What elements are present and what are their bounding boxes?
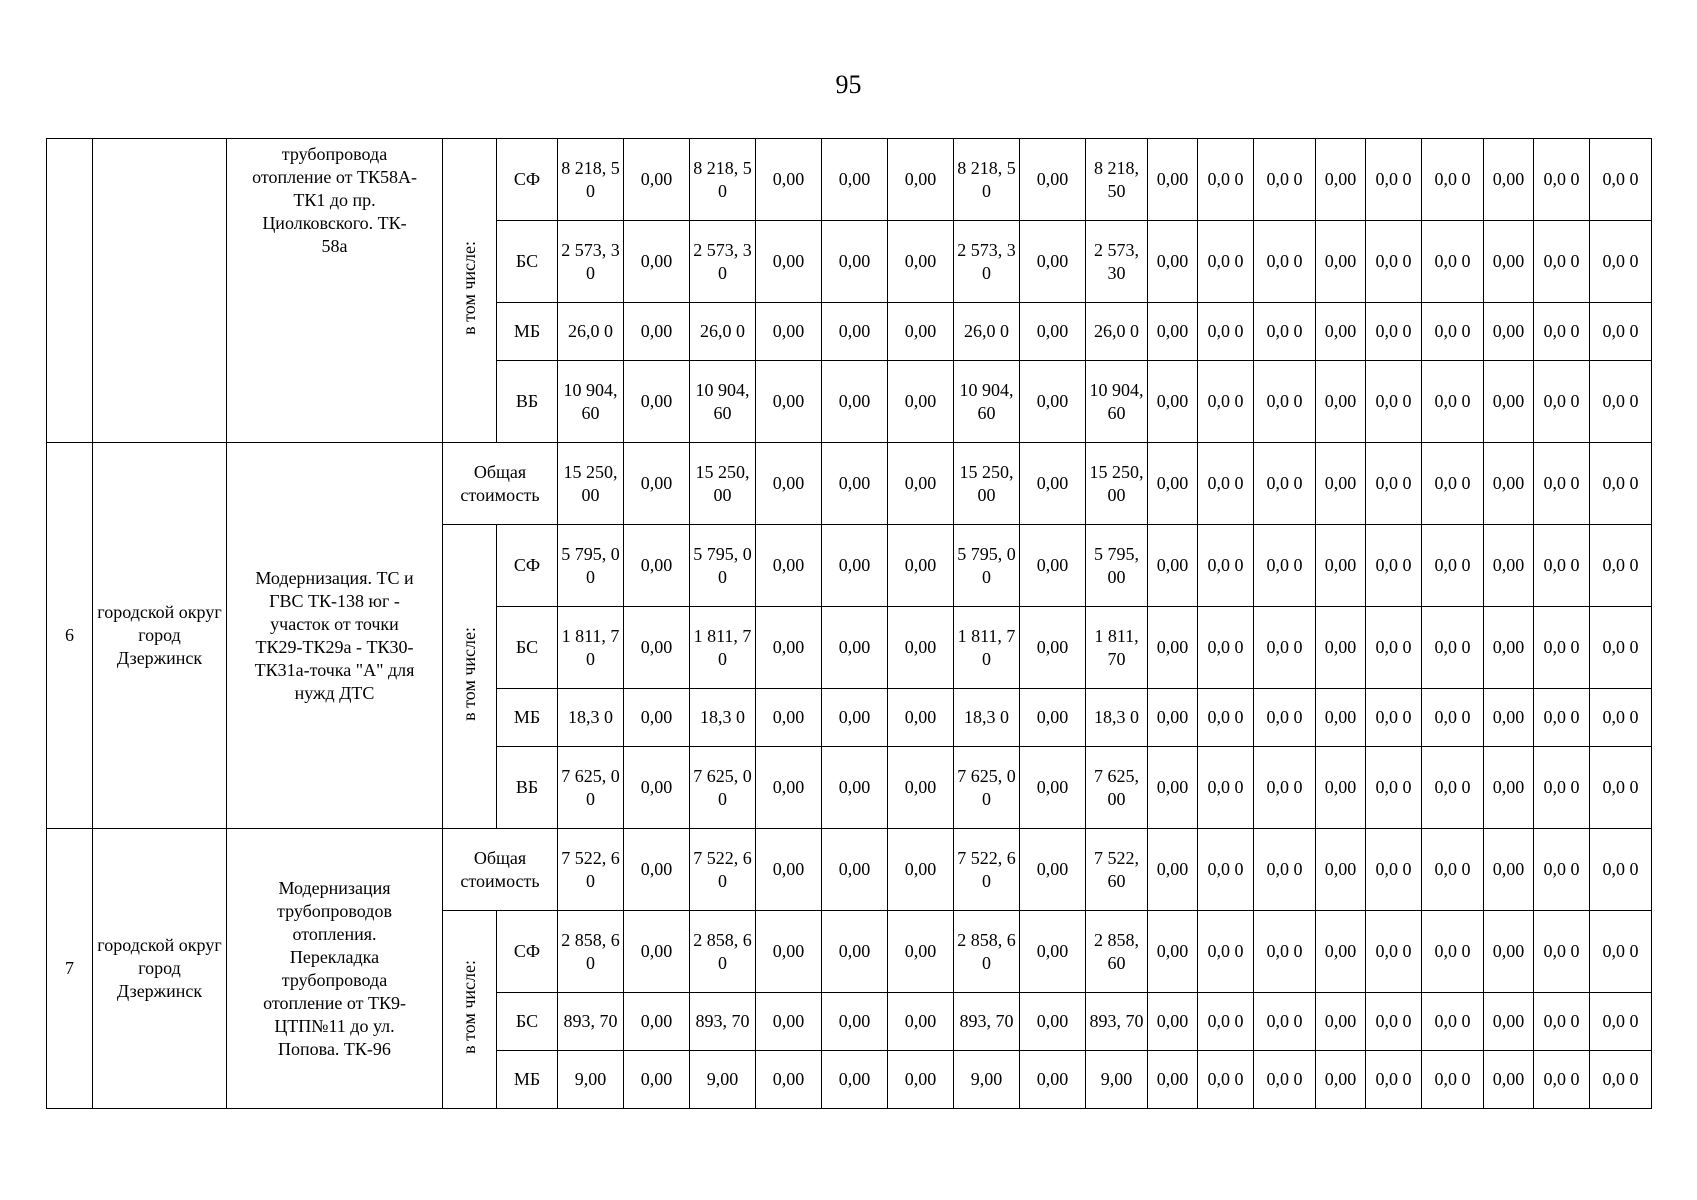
- value-cell: 9,00: [1086, 1051, 1148, 1109]
- value-cell: 2 573, 30: [954, 221, 1020, 303]
- value-cell: 0,00: [822, 689, 888, 747]
- value-cell: 18,3 0: [954, 689, 1020, 747]
- value-cell: 0,0 0: [1254, 689, 1316, 747]
- value-cell: 0,0 0: [1366, 911, 1422, 993]
- value-cell: 0,00: [1148, 221, 1198, 303]
- value-cell: 5 795, 00: [1086, 525, 1148, 607]
- value-cell: 0,00: [822, 1051, 888, 1109]
- value-cell: 0,00: [624, 361, 690, 443]
- value-cell: 0,00: [1484, 993, 1534, 1051]
- value-cell: 0,0 0: [1366, 993, 1422, 1051]
- value-cell: 15 250, 00: [954, 443, 1020, 525]
- value-cell: 0,00: [1484, 303, 1534, 361]
- funding-source-cell: МБ: [497, 1051, 558, 1109]
- value-cell: 10 904, 60: [558, 361, 624, 443]
- funding-source-cell: СФ: [497, 139, 558, 221]
- value-cell: 0,0 0: [1198, 911, 1254, 993]
- total-cost-label: Общая стоимость: [443, 443, 558, 525]
- value-cell: 8 218, 50: [1086, 139, 1148, 221]
- value-cell: 893, 70: [690, 993, 756, 1051]
- value-cell: 0,0 0: [1422, 361, 1484, 443]
- value-cell: 0,0 0: [1198, 525, 1254, 607]
- value-cell: 8 218, 50: [690, 139, 756, 221]
- value-cell: 0,0 0: [1534, 689, 1590, 747]
- project-name-line: трубопровода: [281, 969, 388, 990]
- value-cell: 0,0 0: [1254, 443, 1316, 525]
- value-cell: 0,00: [822, 303, 888, 361]
- value-cell: 0,0 0: [1198, 221, 1254, 303]
- value-cell: 0,0 0: [1254, 139, 1316, 221]
- value-cell: 0,00: [1020, 139, 1086, 221]
- value-cell: 0,0 0: [1254, 911, 1316, 993]
- value-cell: 0,00: [822, 443, 888, 525]
- value-cell: 0,00: [1148, 993, 1198, 1051]
- project-name-line: отопление от ТК58А-: [252, 167, 417, 187]
- value-cell: 0,0 0: [1366, 443, 1422, 525]
- value-cell: 0,0 0: [1254, 525, 1316, 607]
- value-cell: 0,0 0: [1590, 361, 1652, 443]
- value-cell: 0,00: [1148, 747, 1198, 829]
- value-cell: 0,00: [1020, 689, 1086, 747]
- value-cell: 0,0 0: [1422, 829, 1484, 911]
- value-cell: 893, 70: [954, 993, 1020, 1051]
- value-cell: 0,00: [1484, 443, 1534, 525]
- value-cell: 0,00: [756, 607, 822, 689]
- value-cell: 0,00: [624, 607, 690, 689]
- value-cell: 7 625, 00: [1086, 747, 1148, 829]
- project-name-line: Перекладка: [289, 946, 380, 967]
- value-cell: 0,00: [624, 993, 690, 1051]
- value-cell: 0,00: [1020, 1051, 1086, 1109]
- value-cell: 8 218, 50: [954, 139, 1020, 221]
- value-cell: 0,0 0: [1534, 139, 1590, 221]
- value-cell: 0,00: [822, 361, 888, 443]
- value-cell: 0,0 0: [1198, 689, 1254, 747]
- value-cell: 0,00: [1484, 221, 1534, 303]
- value-cell: 0,00: [888, 525, 954, 607]
- total-cost-label: Общая стоимость: [443, 829, 558, 911]
- value-cell: 0,00: [1316, 689, 1366, 747]
- value-cell: 0,00: [1020, 747, 1086, 829]
- value-cell: 0,00: [624, 689, 690, 747]
- value-cell: 0,0 0: [1422, 689, 1484, 747]
- value-cell: 0,00: [888, 993, 954, 1051]
- value-cell: 7 522, 60: [954, 829, 1020, 911]
- value-cell: 0,00: [1316, 911, 1366, 993]
- value-cell: 0,00: [1316, 303, 1366, 361]
- value-cell: 0,0 0: [1366, 139, 1422, 221]
- value-cell: 0,0 0: [1422, 993, 1484, 1051]
- project-name-line: отопление от ТК9-: [263, 992, 406, 1013]
- value-cell: 0,00: [1020, 525, 1086, 607]
- value-cell: 15 250, 00: [1086, 443, 1148, 525]
- project-name-line: ТК29-ТК29а - ТК30-: [255, 636, 414, 657]
- value-cell: 0,00: [1148, 443, 1198, 525]
- value-cell: 26,0 0: [1086, 303, 1148, 361]
- value-cell: 2 858, 60: [954, 911, 1020, 993]
- project-name-line: 58а: [321, 236, 348, 256]
- value-cell: 0,00: [1148, 689, 1198, 747]
- value-cell: 0,0 0: [1366, 607, 1422, 689]
- value-cell: 0,0 0: [1534, 747, 1590, 829]
- value-cell: 0,00: [1484, 607, 1534, 689]
- value-cell: 0,00: [1484, 1051, 1534, 1109]
- funding-source-cell: МБ: [497, 303, 558, 361]
- value-cell: 0,00: [624, 747, 690, 829]
- value-cell: 0,0 0: [1534, 221, 1590, 303]
- value-cell: 0,0 0: [1366, 747, 1422, 829]
- value-cell: 0,0 0: [1422, 139, 1484, 221]
- in-that-number-label: [443, 525, 497, 829]
- value-cell: 0,00: [1484, 829, 1534, 911]
- project-name-line: Циолковского. ТК-: [262, 213, 407, 233]
- value-cell: 0,0 0: [1198, 443, 1254, 525]
- table-row: [47, 829, 1652, 911]
- project-name-line: трубопровода: [281, 144, 388, 164]
- table-row: [47, 443, 1652, 525]
- value-cell: 1 811, 70: [954, 607, 1020, 689]
- project-name-line: Модернизация: [278, 877, 391, 898]
- row-index-cell: 7: [47, 829, 93, 1109]
- value-cell: 0,00: [1484, 139, 1534, 221]
- value-cell: 0,00: [1020, 993, 1086, 1051]
- value-cell: 0,0 0: [1198, 303, 1254, 361]
- value-cell: 0,00: [1020, 361, 1086, 443]
- value-cell: 0,0 0: [1534, 361, 1590, 443]
- value-cell: 0,00: [624, 139, 690, 221]
- value-cell: 0,00: [624, 525, 690, 607]
- value-cell: 0,00: [1148, 303, 1198, 361]
- value-cell: 18,3 0: [690, 689, 756, 747]
- value-cell: 0,0 0: [1422, 1051, 1484, 1109]
- value-cell: 2 573, 30: [558, 221, 624, 303]
- value-cell: 0,00: [1316, 1051, 1366, 1109]
- value-cell: 0,00: [888, 303, 954, 361]
- project-name-line: ГВС ТК-138 юг -: [269, 590, 400, 611]
- value-cell: 0,00: [1316, 361, 1366, 443]
- value-cell: 0,00: [1316, 607, 1366, 689]
- value-cell: 0,00: [1148, 829, 1198, 911]
- project-name-line: ЦТП№11 до ул.: [274, 1015, 395, 1036]
- value-cell: 0,00: [888, 443, 954, 525]
- value-cell: 0,00: [888, 139, 954, 221]
- value-cell: 9,00: [954, 1051, 1020, 1109]
- value-cell: 0,00: [1316, 525, 1366, 607]
- value-cell: 0,0 0: [1198, 607, 1254, 689]
- value-cell: 0,00: [888, 361, 954, 443]
- value-cell: 0,0 0: [1534, 993, 1590, 1051]
- value-cell: 0,0 0: [1590, 993, 1652, 1051]
- value-cell: 0,00: [756, 525, 822, 607]
- value-cell: 2 573, 30: [690, 221, 756, 303]
- project-name-line: отопления.: [292, 923, 377, 944]
- value-cell: 0,00: [1316, 139, 1366, 221]
- value-cell: 7 522, 60: [690, 829, 756, 911]
- value-cell: 0,0 0: [1534, 443, 1590, 525]
- value-cell: 0,0 0: [1590, 747, 1652, 829]
- value-cell: 0,0 0: [1254, 607, 1316, 689]
- value-cell: 0,00: [624, 911, 690, 993]
- value-cell: 9,00: [690, 1051, 756, 1109]
- municipality-cell: городской округ город Дзержинск: [93, 829, 227, 1109]
- funding-source-cell: МБ: [497, 689, 558, 747]
- page-number: 95: [835, 70, 862, 99]
- project-name-line: нужд ДТС: [294, 682, 375, 703]
- value-cell: 0,00: [756, 689, 822, 747]
- value-cell: 0,0 0: [1534, 303, 1590, 361]
- value-cell: 0,0 0: [1590, 303, 1652, 361]
- value-cell: 5 795, 00: [558, 525, 624, 607]
- value-cell: 0,00: [822, 993, 888, 1051]
- value-cell: 0,00: [624, 303, 690, 361]
- value-cell: 0,0 0: [1254, 829, 1316, 911]
- value-cell: 0,00: [1148, 607, 1198, 689]
- value-cell: 2 858, 60: [690, 911, 756, 993]
- funding-source-cell: БС: [497, 993, 558, 1051]
- value-cell: 0,0 0: [1198, 829, 1254, 911]
- value-cell: 0,0 0: [1366, 829, 1422, 911]
- value-cell: 0,00: [624, 443, 690, 525]
- value-cell: 0,0 0: [1254, 993, 1316, 1051]
- value-cell: 0,0 0: [1590, 221, 1652, 303]
- project-name-line: ТК1 до пр.: [293, 190, 376, 210]
- value-cell: 0,0 0: [1590, 1051, 1652, 1109]
- value-cell: 0,0 0: [1534, 607, 1590, 689]
- value-cell: 0,00: [822, 607, 888, 689]
- project-name-line: участок от точки: [270, 613, 399, 634]
- value-cell: 15 250, 00: [558, 443, 624, 525]
- row-index-cell: [47, 139, 93, 443]
- value-cell: 0,0 0: [1198, 1051, 1254, 1109]
- value-cell: 0,00: [1148, 139, 1198, 221]
- value-cell: 0,00: [1020, 829, 1086, 911]
- value-cell: 0,00: [1148, 525, 1198, 607]
- value-cell: 0,00: [1148, 1051, 1198, 1109]
- value-cell: 0,00: [1316, 221, 1366, 303]
- value-cell: 0,00: [1020, 443, 1086, 525]
- value-cell: 26,0 0: [954, 303, 1020, 361]
- value-cell: 0,00: [1020, 221, 1086, 303]
- value-cell: 1 811, 70: [690, 607, 756, 689]
- value-cell: 0,00: [822, 221, 888, 303]
- value-cell: 2 573, 30: [1086, 221, 1148, 303]
- value-cell: 26,0 0: [690, 303, 756, 361]
- value-cell: 0,0 0: [1366, 221, 1422, 303]
- value-cell: 0,0 0: [1422, 747, 1484, 829]
- value-cell: 0,0 0: [1534, 525, 1590, 607]
- value-cell: 0,00: [756, 829, 822, 911]
- project-name-line: Модернизация. ТС и: [255, 567, 414, 588]
- value-cell: 0,0 0: [1422, 443, 1484, 525]
- project-name-line: ТК31а-точка "А" для: [254, 659, 415, 680]
- value-cell: 0,00: [1316, 443, 1366, 525]
- value-cell: 0,0 0: [1366, 361, 1422, 443]
- value-cell: 0,00: [756, 303, 822, 361]
- value-cell: 0,0 0: [1254, 361, 1316, 443]
- value-cell: 0,0 0: [1422, 303, 1484, 361]
- value-cell: 0,00: [756, 361, 822, 443]
- value-cell: 0,00: [1020, 911, 1086, 993]
- value-cell: 0,0 0: [1590, 443, 1652, 525]
- value-cell: 0,00: [1316, 993, 1366, 1051]
- value-cell: 0,00: [1484, 689, 1534, 747]
- value-cell: 7 625, 00: [558, 747, 624, 829]
- value-cell: 0,00: [624, 1051, 690, 1109]
- value-cell: 0,0 0: [1590, 689, 1652, 747]
- in-that-number-text: в том числе:: [459, 240, 479, 335]
- value-cell: 0,00: [822, 747, 888, 829]
- value-cell: 0,0 0: [1422, 525, 1484, 607]
- project-name-cell: [227, 139, 443, 443]
- value-cell: 7 625, 00: [954, 747, 1020, 829]
- value-cell: 7 522, 60: [558, 829, 624, 911]
- value-cell: 0,00: [1020, 607, 1086, 689]
- value-cell: 0,0 0: [1198, 747, 1254, 829]
- value-cell: 0,00: [1484, 525, 1534, 607]
- value-cell: 0,00: [756, 443, 822, 525]
- value-cell: 0,00: [1148, 911, 1198, 993]
- value-cell: 0,0 0: [1198, 993, 1254, 1051]
- budget-table: [46, 138, 1652, 1109]
- value-cell: 0,00: [756, 911, 822, 993]
- project-name-line: трубопроводов: [277, 900, 392, 921]
- value-cell: 0,00: [888, 689, 954, 747]
- value-cell: 0,00: [756, 993, 822, 1051]
- project-name-line: Попова. ТК-96: [278, 1038, 391, 1059]
- value-cell: 0,00: [888, 829, 954, 911]
- value-cell: 0,00: [1316, 829, 1366, 911]
- value-cell: 0,0 0: [1366, 525, 1422, 607]
- value-cell: 0,00: [822, 525, 888, 607]
- value-cell: 0,00: [756, 221, 822, 303]
- value-cell: 0,0 0: [1590, 525, 1652, 607]
- value-cell: 0,0 0: [1534, 911, 1590, 993]
- in-that-number-label: [443, 139, 497, 443]
- value-cell: 0,00: [822, 911, 888, 993]
- value-cell: 0,00: [888, 221, 954, 303]
- value-cell: 0,00: [756, 139, 822, 221]
- value-cell: 0,00: [1316, 747, 1366, 829]
- in-that-number-text: в том числе:: [459, 626, 479, 721]
- value-cell: 0,00: [888, 747, 954, 829]
- funding-source-cell: СФ: [497, 525, 558, 607]
- value-cell: 2 858, 60: [558, 911, 624, 993]
- funding-source-cell: ВБ: [497, 361, 558, 443]
- value-cell: 0,00: [624, 221, 690, 303]
- value-cell: 18,3 0: [558, 689, 624, 747]
- value-cell: 0,0 0: [1198, 361, 1254, 443]
- municipality-cell: [93, 139, 227, 443]
- municipality-cell: городской округ город Дзержинск: [93, 443, 227, 829]
- value-cell: 0,0 0: [1590, 829, 1652, 911]
- value-cell: 7 625, 00: [690, 747, 756, 829]
- value-cell: 0,00: [756, 1051, 822, 1109]
- value-cell: 0,00: [1148, 361, 1198, 443]
- value-cell: 0,0 0: [1590, 607, 1652, 689]
- value-cell: 0,00: [822, 829, 888, 911]
- value-cell: 0,0 0: [1590, 911, 1652, 993]
- value-cell: 0,00: [888, 1051, 954, 1109]
- value-cell: 2 858, 60: [1086, 911, 1148, 993]
- value-cell: 0,00: [1484, 911, 1534, 993]
- value-cell: 9,00: [558, 1051, 624, 1109]
- funding-source-cell: СФ: [497, 911, 558, 993]
- project-name-cell: [227, 829, 443, 1109]
- value-cell: 0,0 0: [1534, 1051, 1590, 1109]
- value-cell: 5 795, 00: [954, 525, 1020, 607]
- value-cell: 8 218, 50: [558, 139, 624, 221]
- table-row: [47, 139, 1652, 221]
- value-cell: 0,0 0: [1422, 911, 1484, 993]
- value-cell: 0,0 0: [1366, 689, 1422, 747]
- value-cell: 7 522, 60: [1086, 829, 1148, 911]
- value-cell: 0,0 0: [1590, 139, 1652, 221]
- value-cell: 0,0 0: [1254, 303, 1316, 361]
- value-cell: 0,00: [822, 139, 888, 221]
- value-cell: 0,00: [1020, 303, 1086, 361]
- value-cell: 15 250, 00: [690, 443, 756, 525]
- value-cell: 0,00: [888, 911, 954, 993]
- value-cell: 893, 70: [1086, 993, 1148, 1051]
- funding-source-cell: БС: [497, 221, 558, 303]
- row-index-cell: 6: [47, 443, 93, 829]
- value-cell: 1 811, 70: [1086, 607, 1148, 689]
- value-cell: 0,00: [1484, 361, 1534, 443]
- value-cell: 0,0 0: [1254, 221, 1316, 303]
- value-cell: 0,00: [756, 747, 822, 829]
- in-that-number-text: в том числе:: [459, 959, 479, 1054]
- value-cell: 0,0 0: [1254, 747, 1316, 829]
- value-cell: 0,0 0: [1254, 1051, 1316, 1109]
- funding-source-cell: ВБ: [497, 747, 558, 829]
- value-cell: 1 811, 70: [558, 607, 624, 689]
- value-cell: 5 795, 00: [690, 525, 756, 607]
- value-cell: 10 904, 60: [954, 361, 1020, 443]
- value-cell: 893, 70: [558, 993, 624, 1051]
- value-cell: 10 904, 60: [1086, 361, 1148, 443]
- value-cell: 0,0 0: [1366, 303, 1422, 361]
- project-name-cell: [227, 443, 443, 829]
- value-cell: 10 904, 60: [690, 361, 756, 443]
- value-cell: 0,0 0: [1422, 607, 1484, 689]
- value-cell: 0,00: [624, 829, 690, 911]
- value-cell: 0,0 0: [1366, 1051, 1422, 1109]
- value-cell: 0,00: [888, 607, 954, 689]
- funding-source-cell: БС: [497, 607, 558, 689]
- value-cell: 26,0 0: [558, 303, 624, 361]
- value-cell: 0,0 0: [1422, 221, 1484, 303]
- value-cell: 18,3 0: [1086, 689, 1148, 747]
- value-cell: 0,00: [1484, 747, 1534, 829]
- value-cell: 0,0 0: [1534, 829, 1590, 911]
- in-that-number-label: [443, 911, 497, 1109]
- value-cell: 0,0 0: [1198, 139, 1254, 221]
